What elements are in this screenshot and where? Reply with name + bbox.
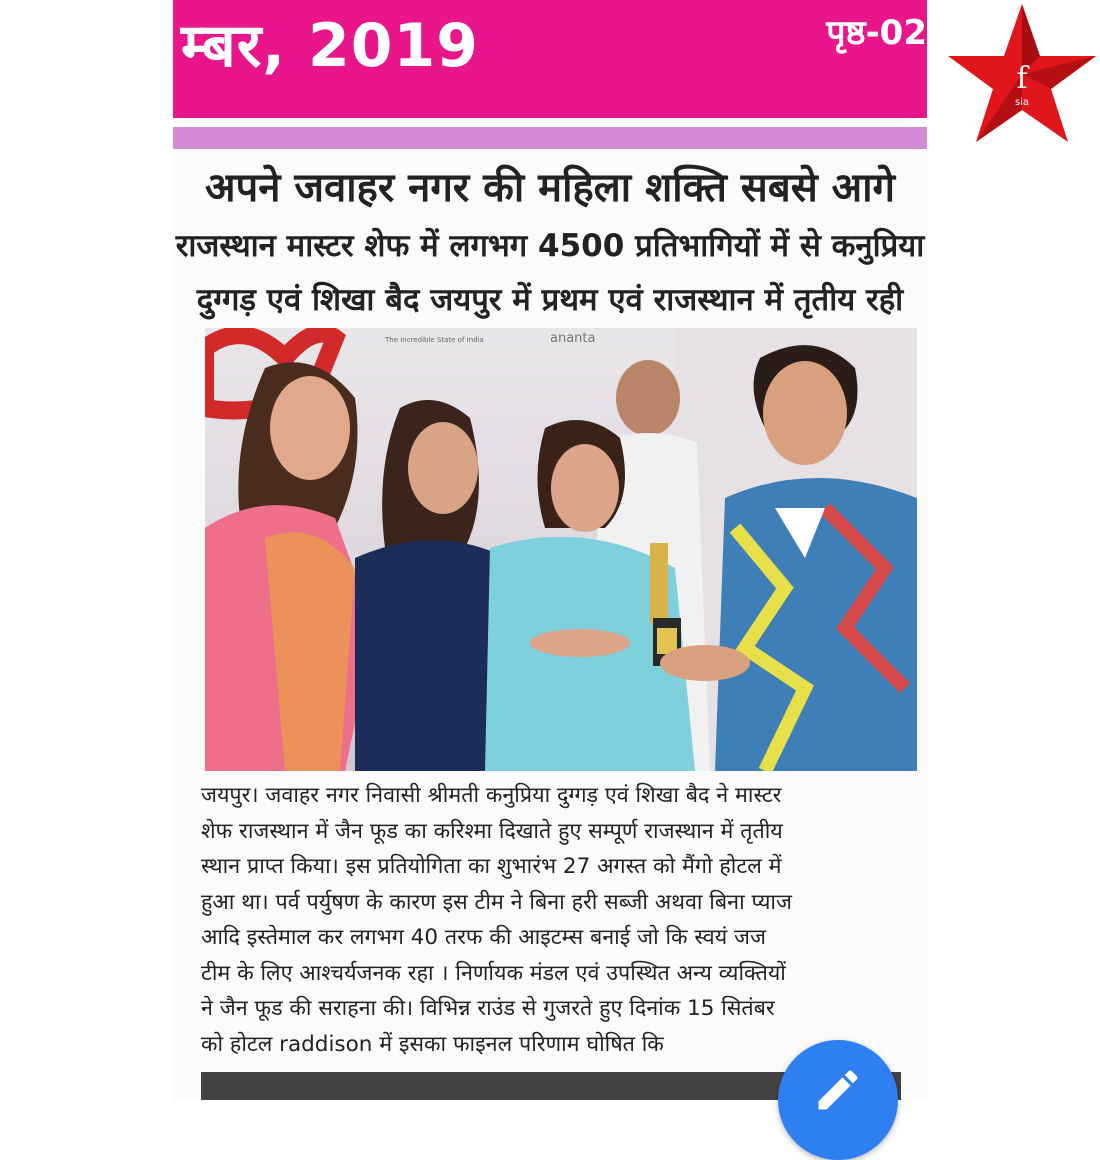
body-line-7: ने जैन फूड की सराहना की। विभिन्न राउंड से गुजरते हुए दिनांक 15 सितंबर xyxy=(201,996,775,1021)
photo-small-text: The Incredible State of India xyxy=(385,336,484,344)
photo-illustration xyxy=(205,328,917,771)
issue-date: म्बर, 2019 xyxy=(181,11,479,81)
fsia-star-logo xyxy=(946,2,1098,146)
logo-text: sia xyxy=(1014,97,1030,108)
body-line-4: हुआ था। पर्व पर्युषण के कारण इस टीम ने बिना हरी सब्जी अथवा बिना प्याज xyxy=(201,889,792,915)
article-body xyxy=(201,778,913,1062)
article-headline: अपने जवाहर नगर की महिला शक्ति सबसे आगे xyxy=(204,165,896,211)
newspaper-clipping xyxy=(173,0,927,1100)
body-line-3: स्थान प्राप्त किया। इस प्रतियोगिता का शुभारंभ 27 अगस्त को मैंगो होटल में xyxy=(201,854,782,879)
masthead-band xyxy=(173,0,927,118)
article-subhead-line-1: राजस्थान मास्टर शेफ में लगभग 4500 प्रतिभागियों में से कनुप्रिया xyxy=(175,228,925,264)
article-subhead-line-2: दुग्गड़ एवं शिखा बैद जयपुर में प्रथम एवं राजस्थान में तृतीय रही xyxy=(196,282,904,318)
body-line-6: टीम के लिए आश्चर्यजनक रहा । निर्णायक मंडल एवं उपस्थित अन्य व्यक्तियों xyxy=(201,960,786,986)
divider-stripe xyxy=(173,127,927,149)
body-line-5: आदि इस्तेमाल कर लगभग 40 तरफ की आइटम्स बनाई जो कि स्वयं जज xyxy=(201,925,766,950)
body-line-8: को होटल raddison में इसका फाइनल परिणाम घोषित कि xyxy=(201,1031,664,1057)
body-line-2: शेफ राजस्थान में जैन फूड का करिश्मा दिखाते हुए सम्पूर्ण राजस्थान में तृतीय xyxy=(201,818,783,844)
photo-banner-text: ananta xyxy=(550,331,596,346)
award-ceremony-photo xyxy=(205,328,917,771)
pencil-edit-icon xyxy=(812,1064,864,1116)
page-number: पृष्ठ-02 xyxy=(826,13,927,53)
body-line-1: जयपुर। जवाहर नगर निवासी श्रीमती कनुप्रिया दुग्गड़ एवं शिखा बैद ने मास्टर xyxy=(201,783,782,808)
edit-fab-button[interactable] xyxy=(778,1040,898,1160)
logo-letter: f xyxy=(1016,61,1028,96)
